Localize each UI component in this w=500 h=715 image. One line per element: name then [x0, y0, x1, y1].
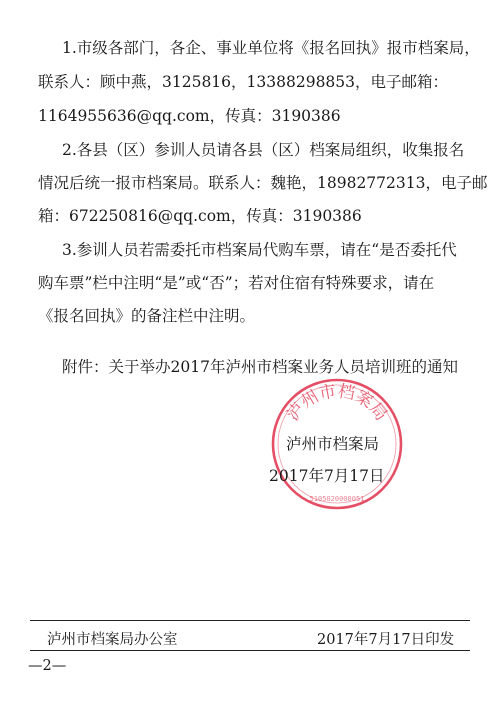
body-line: 《报名回执》的备注栏中注明。 [38, 307, 256, 325]
body-line: 箱：672250816@qq.com，传真：3190386 [38, 207, 362, 225]
seal-number: 5105020000051 [309, 495, 365, 503]
footer-print-date: 2017年7月17日印发 [317, 632, 455, 648]
seal-text: 泸州市档案局 [282, 381, 392, 425]
body-line: 1164955636@qq.com，传真：3190386 [38, 107, 341, 125]
body-line: 3.参训人员若需委托市档案局代购车票，请在“是否委托代 [62, 241, 457, 259]
signature-date: 2017年7月17日 [269, 467, 385, 485]
body-line: 购车票”栏中注明“是”或“否”；若对住宿有特殊要求，请在 [38, 274, 435, 292]
body-line: 联系人：顾中燕，3125816，13388298853，电子邮箱： [38, 73, 449, 91]
footer-top-rule [30, 620, 470, 621]
attachment-line: 附件：关于举办2017年泸州市档案业务人员培训班的通知 [62, 358, 458, 376]
footer-office: 泸州市档案局办公室 [47, 632, 178, 648]
body-line: 情况后统一报市档案局。联系人：魏艳，18982772313，电子邮 [38, 174, 488, 192]
signature-organization: 泸州市档案局 [286, 435, 380, 453]
body-line: 1.市级各部门，各企、事业单位将《报名回执》报市档案局， [62, 39, 480, 57]
page-number: —2— [28, 658, 67, 674]
body-line: 2.各县（区）参训人员请各县（区）档案局组织，收集报名 [62, 141, 465, 159]
svg-text:泸州市档案局 [283, 381, 391, 424]
footer-bottom-rule [30, 650, 470, 651]
